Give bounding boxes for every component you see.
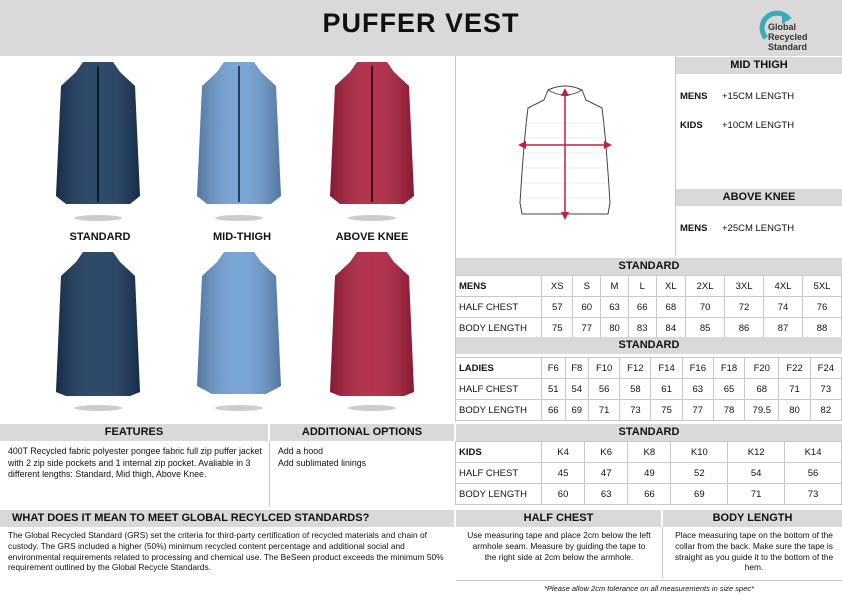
mid-thigh-mens-label: MENS: [680, 91, 708, 102]
cell: 61: [651, 379, 682, 400]
size-head: 3XL: [725, 276, 764, 297]
size-head: K14: [785, 442, 842, 463]
cell: 84: [656, 318, 686, 339]
size-head: K10: [671, 442, 728, 463]
vest-standard-back: [56, 252, 140, 411]
cell: 58: [620, 379, 651, 400]
above-knee-mens-value: +25CM LENGTH: [722, 223, 795, 234]
cell: 65: [713, 379, 744, 400]
features-header: FEATURES: [0, 424, 268, 441]
table-row: [456, 400, 842, 421]
page-title: PUFFER VEST: [322, 8, 520, 38]
size-head: F20: [745, 358, 779, 379]
cell: 86: [725, 318, 764, 339]
cell: 66: [628, 297, 656, 318]
size-head: F10: [589, 358, 620, 379]
cell: 75: [542, 318, 573, 339]
cell: 63: [682, 379, 713, 400]
option-item: Add a hood: [278, 446, 324, 456]
size-head: F18: [713, 358, 744, 379]
table-row: [456, 463, 842, 484]
mid-thigh-kids-label: KIDS: [680, 120, 703, 131]
cell: 72: [725, 297, 764, 318]
cell: 77: [573, 318, 601, 339]
table-row: [456, 297, 842, 318]
cell: 76: [802, 297, 841, 318]
size-head: K12: [728, 442, 785, 463]
size-head: 2XL: [686, 276, 725, 297]
divider: [662, 527, 663, 579]
vest-standard-front: [56, 62, 140, 221]
vest-label-above-knee: ABOVE KNEE: [335, 231, 409, 243]
vest-label-standard: STANDARD: [69, 231, 131, 243]
mid-thigh-kids-value: +10CM LENGTH: [722, 120, 795, 131]
size-head: K8: [628, 442, 671, 463]
grs-logo-text: Global Recycled Standard: [768, 22, 808, 52]
kids-standard-header: STANDARD: [456, 424, 842, 441]
vest-mid-thigh-front: [197, 62, 281, 221]
size-head: XS: [542, 276, 573, 297]
ladies-group-label: LADIES: [456, 358, 542, 379]
ladies-size-table: [455, 357, 842, 421]
vest-mid-thigh-back: [197, 252, 281, 411]
cell: 54: [728, 463, 785, 484]
tolerance-note: *Please allow 2cm tolerance on all measurements in size spec*: [543, 584, 755, 593]
ladies-standard-header: STANDARD: [456, 337, 842, 354]
cell: 80: [779, 400, 810, 421]
body-length-header: BODY LENGTH: [663, 510, 842, 527]
cell: 74: [764, 297, 803, 318]
cell: 79.5: [745, 400, 779, 421]
vest-label-mid-thigh: MID-THIGH: [212, 231, 272, 243]
cell: 54: [565, 379, 589, 400]
options-header: ADDITIONAL OPTIONS: [270, 424, 454, 441]
cell: 63: [601, 297, 629, 318]
cell: 71: [779, 379, 810, 400]
cell: 82: [810, 400, 841, 421]
row-label: HALF CHEST: [456, 379, 542, 400]
cell: 56: [589, 379, 620, 400]
size-head: M: [601, 276, 629, 297]
grs-text: The Global Recycled Standard (GRS) set the criteria for third-party certification of recycled materials and chain of custody. The GRS included a higher (50%) minimum recycled content percentage and additional social and environmental requirements related to processing and chemical use. The BeSeen product exceeds the minimum 50% requirement outlined by the Global Recycle Standards.: [8, 530, 444, 573]
row-label: BODY LENGTH: [456, 400, 542, 421]
size-head: F14: [651, 358, 682, 379]
half-chest-header: HALF CHEST: [456, 510, 661, 527]
body-length-text: Place measuring tape on the bottom of the collar from the back. Make sure the tape is straight as you guide it to the bottom of the hem.: [674, 530, 834, 573]
mens-size-table: [455, 275, 842, 339]
cell: 63: [585, 484, 628, 505]
cell: 49: [628, 463, 671, 484]
cell: 80: [601, 318, 629, 339]
size-head: F8: [565, 358, 589, 379]
cell: 69: [565, 400, 589, 421]
grs-header: WHAT DOES IT MEAN TO MEET GLOBAL RECYLCED STANDARDS?: [0, 510, 454, 527]
size-head: K6: [585, 442, 628, 463]
mens-standard-header: STANDARD: [456, 258, 842, 275]
cell: 57: [542, 297, 573, 318]
cell: 52: [671, 463, 728, 484]
cell: 73: [810, 379, 841, 400]
measurement-diagram: [500, 78, 630, 223]
mid-thigh-header: MID THIGH: [676, 57, 842, 74]
features-text: 400T Recycled fabric polyester pongee fabric full zip puffer jacket with 2 zip side pockets and 1 internal zip pocket. Avaliable in 3 different lengths: Standard, Mid thigh, Above Knee.: [8, 446, 262, 479]
size-head: F22: [779, 358, 810, 379]
row-label: BODY LENGTH: [456, 318, 542, 339]
row-label: HALF CHEST: [456, 463, 542, 484]
cell: 71: [728, 484, 785, 505]
table-row: [456, 318, 842, 339]
cell: 71: [589, 400, 620, 421]
cell: 78: [713, 400, 744, 421]
size-head: XL: [656, 276, 686, 297]
mid-thigh-mens-value: +15CM LENGTH: [722, 91, 795, 102]
cell: 69: [671, 484, 728, 505]
table-row: [456, 484, 842, 505]
kids-size-table: [455, 441, 842, 505]
size-head: F12: [620, 358, 651, 379]
cell: 68: [656, 297, 686, 318]
cell: 47: [585, 463, 628, 484]
cell: 83: [628, 318, 656, 339]
size-head: F24: [810, 358, 841, 379]
row-label: BODY LENGTH: [456, 484, 542, 505]
cell: 60: [542, 484, 585, 505]
cell: 66: [542, 400, 566, 421]
table-row: [456, 379, 842, 400]
option-item: Add sublimated linings: [278, 458, 367, 468]
cell: 77: [682, 400, 713, 421]
size-head: F16: [682, 358, 713, 379]
size-head: L: [628, 276, 656, 297]
size-head: 5XL: [802, 276, 841, 297]
above-knee-header: ABOVE KNEE: [676, 189, 842, 206]
cell: 70: [686, 297, 725, 318]
divider: [269, 441, 270, 507]
cell: 87: [764, 318, 803, 339]
cell: 45: [542, 463, 585, 484]
mens-group-label: MENS: [456, 276, 542, 297]
cell: 88: [802, 318, 841, 339]
cell: 66: [628, 484, 671, 505]
cell: 56: [785, 463, 842, 484]
cell: 73: [620, 400, 651, 421]
divider: [456, 580, 842, 581]
above-knee-mens-label: MENS: [680, 223, 708, 234]
half-chest-text: Use measuring tape and place 2cm below the left armhole seam. Measure by guiding the tape to the right side at 2cm below the armhole.: [467, 530, 651, 562]
cell: 75: [651, 400, 682, 421]
size-head: F6: [542, 358, 566, 379]
cell: 60: [573, 297, 601, 318]
kids-group-label: KIDS: [456, 442, 542, 463]
cell: 73: [785, 484, 842, 505]
divider: [675, 56, 676, 256]
size-head: K4: [542, 442, 585, 463]
row-label: HALF CHEST: [456, 297, 542, 318]
cell: 51: [542, 379, 566, 400]
cell: 68: [745, 379, 779, 400]
size-head: 4XL: [764, 276, 803, 297]
vest-above-knee-front: [330, 62, 414, 221]
size-head: S: [573, 276, 601, 297]
cell: 85: [686, 318, 725, 339]
vest-above-knee-back: [330, 252, 414, 411]
